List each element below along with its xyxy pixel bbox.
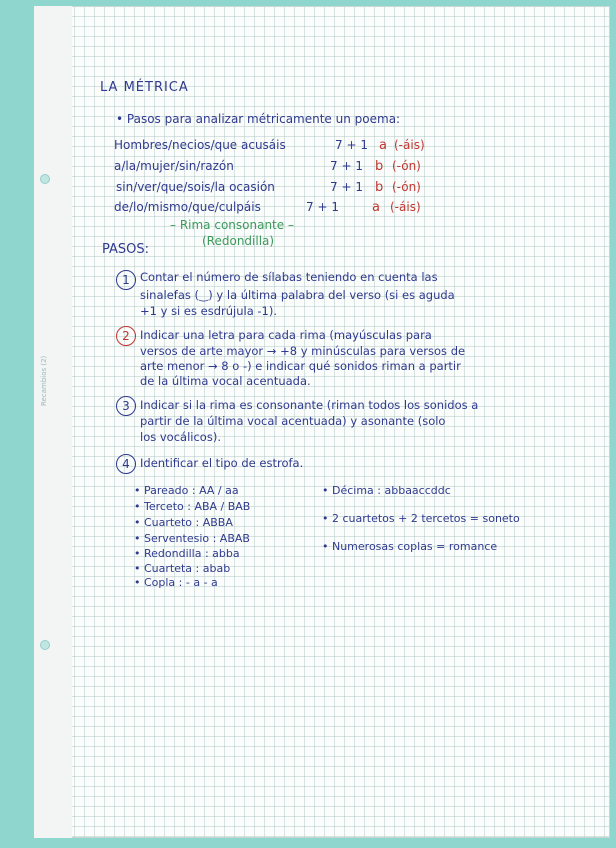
stanza-item: • Pareado : AA / aa xyxy=(134,484,239,497)
page-margin-strip xyxy=(34,6,72,838)
rhyme-letter: b xyxy=(375,159,384,174)
step-text-line: Indicar una letra para cada rima (mayúsculas para xyxy=(140,328,432,342)
step-number-badge: 1 xyxy=(116,270,136,290)
binder-hole xyxy=(40,640,50,650)
rhyme-letter: a xyxy=(372,200,380,215)
verse-line: a/la/mujer/sin/razón xyxy=(114,159,234,173)
step-text-line: de la última vocal acentuada. xyxy=(140,374,311,388)
step-number-badge: 3 xyxy=(116,396,136,416)
step-number-badge: 4 xyxy=(116,454,136,474)
page-title: LA MÉTRICA xyxy=(100,80,189,95)
verse-line: sin/ver/que/sois/la ocasión xyxy=(116,180,275,194)
stanza-item: • Terceto : ABA / BAB xyxy=(134,500,251,513)
binder-hole xyxy=(40,174,50,184)
rhyme-ending: (-áis) xyxy=(390,200,421,214)
step-text-line: Contar el número de sílabas teniendo en cuenta las xyxy=(140,270,438,284)
stanza-item: • Copla : - a - a xyxy=(134,576,218,589)
steps-heading: PASOS: xyxy=(102,242,150,257)
step-text-line: +1 y si es esdrújula -1). xyxy=(140,304,278,318)
rhyme-ending: (-ón) xyxy=(392,159,421,173)
step-text-line: Indicar si la rima es consonante (riman todos los sonidos a xyxy=(140,398,479,412)
intro-text: • Pasos para analizar métricamente un poema: xyxy=(116,112,401,126)
rhyme-ending: (-áis) xyxy=(394,138,425,152)
step-text-line: arte menor → 8 o -) e indicar qué sonidos riman a partir xyxy=(140,359,461,373)
syllable-count: 7 + 1 xyxy=(330,159,363,173)
stanza-item: • Décima : abbaaccddc xyxy=(322,484,451,497)
syllable-count: 7 + 1 xyxy=(330,180,363,194)
rhyme-letter: b xyxy=(375,180,384,195)
stanza-item: • Serventesio : ABAB xyxy=(134,532,250,545)
stanza-item: • Redondilla : abba xyxy=(134,547,240,560)
step-number-badge: 2 xyxy=(116,326,136,346)
stanza-item: • 2 cuartetos + 2 tercetos = soneto xyxy=(322,512,520,525)
rhyme-ending: (-ón) xyxy=(392,180,421,194)
stanza-item: • Cuarteto : ABBA xyxy=(134,516,233,529)
stanza-type-label: (Redondilla) xyxy=(202,234,275,248)
syllable-count: 7 + 1 xyxy=(335,138,368,152)
verse-line: Hombres/necios/que acusáis xyxy=(114,138,286,152)
step-text-line: sinalefas (‿) y la última palabra del verso (si es aguda xyxy=(140,288,455,302)
rhyme-type-label: – Rima consonante – xyxy=(170,218,294,232)
step-text-line: partir de la última vocal acentuada) y asonante (solo xyxy=(140,414,446,428)
margin-note: Recambios (2) xyxy=(40,355,48,406)
step-text-line: versos de arte mayor → +8 y minúsculas para versos de xyxy=(140,344,466,358)
step-text-line: Identificar el tipo de estrofa. xyxy=(140,456,304,470)
step-text-line: los vocálicos). xyxy=(140,430,221,444)
syllable-count: 7 + 1 xyxy=(306,200,339,214)
stanza-item: • Numerosas coplas = romance xyxy=(322,540,498,553)
rhyme-letter: a xyxy=(379,138,387,153)
stanza-item: • Cuarteta : abab xyxy=(134,562,231,575)
notebook-page xyxy=(34,6,610,838)
verse-line: de/lo/mismo/que/culpáis xyxy=(114,200,261,214)
